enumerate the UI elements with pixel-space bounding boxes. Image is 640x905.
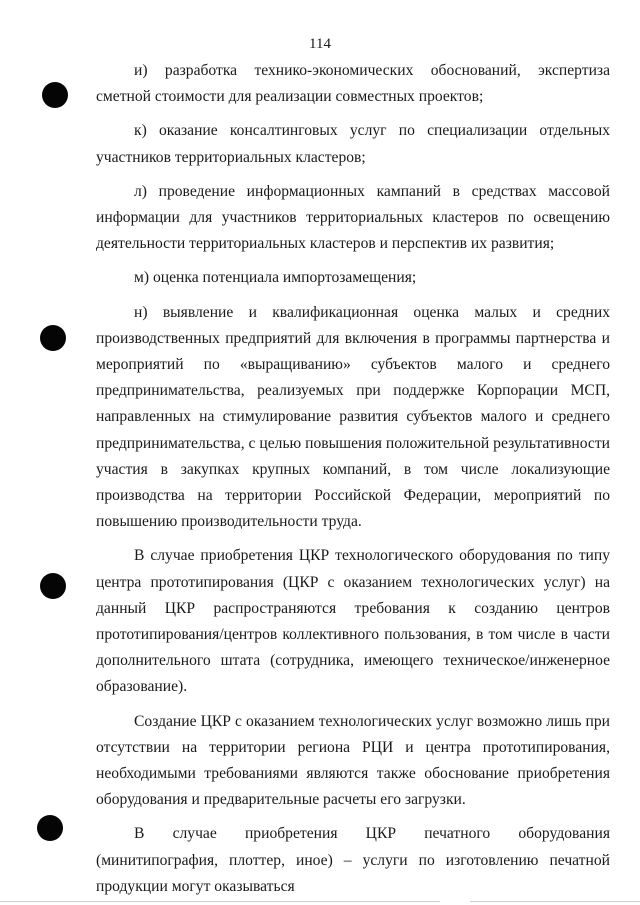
punch-hole-3 [40,573,66,599]
paragraph-prototyping: В случае приобретения ЦКР технологического оборудования по типу центра прототипирования (ЦКР с оказанием технологических услуг) на данный ЦКР распространяются требования к созданию центров прототипирования/центров коллективного пользования, в том числе в части дополнительного штата (сотрудника, имеющего техническое/инженерное образование). [96,547,610,696]
paragraph-k: к) оказание консалтинговых услуг по специализации отдельных участников территориальных кластеров; [96,122,610,166]
scan-edge-line [0,901,440,902]
punch-hole-2 [40,325,66,351]
punch-hole-1 [42,82,68,108]
paragraph-i: и) разработка технико-экономических обоснований, экспертиза сметной стоимости для реализации совместных проектов; [96,62,610,106]
paragraph-n: н) выявление и квалификационная оценка малых и средних производственных предприятий для включения в программы партнерства и мероприятий по «выращиванию» субъектов малого и среднего предпринимательства, реализуемых при поддержке Корпорации МСП, направленных на стимулирование развития субъектов малого и среднего предпринимательства, с целью повышения положительной результативности участия в закупках крупных компаний, в том числе локализующие производства на территории Российской Федерации, мероприятий по повышению производительности труда. [96,303,610,531]
page-number: 114 [309,36,331,52]
paragraph-l: л) проведение информационных кампаний в средствах массовой информации для участников территориальных кластеров по освещению деятельности территориальных кластеров и перспектив их развития; [96,182,610,253]
punch-hole-4 [37,815,63,841]
paragraph-technology-services: Создание ЦКР с оказанием технологических услуг возможно лишь при отсутствии на территории региона РЦИ и центра прототипирования, необходимыми требованиями являются также обоснование приобретения оборудования и предварительные расчеты его загрузки. [96,712,610,809]
scan-edge-line-right [470,901,640,902]
body-text [96,58,610,900]
paragraph-printing: В случае приобретения ЦКР печатного оборудования (минитипография, плоттер, иное) – услуги по изготовлению печатной продукции могут оказываться [96,825,610,895]
paragraph-m: м) оценка потенциала импортозамещения; [134,269,417,287]
